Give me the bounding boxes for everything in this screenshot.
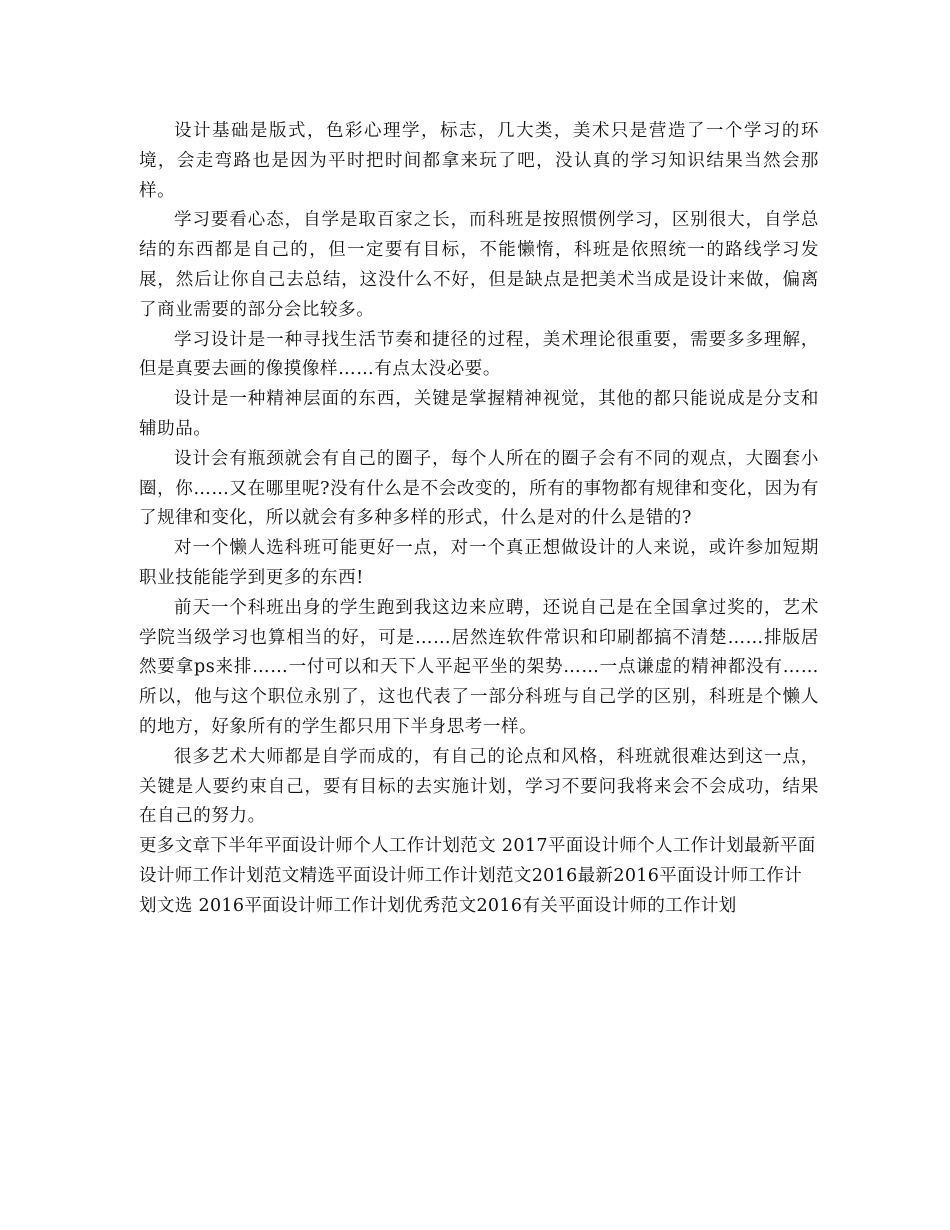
paragraph-2: 学习要看心态，自学是取百家之长，而科班是按照惯例学习，区别很大，自学总结的东西都是自己的，但一定要有目标，不能懒惰，科班是依照统一的路线学习发展，然后让你自己去总结，这没什么不好，但是缺点是把美术当成是设计来做，偏离了商业需要的部分会比较多。 — [139, 210, 819, 320]
paragraph-3: 学习设计是一种寻找生活节奏和捷径的过程，美术理论很重要，需要多多理解，但是真要去画的像摸像样……有点太没必要。 — [139, 329, 819, 380]
paragraph-1: 设计基础是版式，色彩心理学，标志，几大类，美术只是营造了一个学习的环境，会走弯路也是因为平时把时间都拿来玩了吧，没认真的学习知识结果当然会那样。 — [139, 121, 819, 201]
paragraph-6: 对一个懒人选科班可能更好一点，对一个真正想做设计的人来说，或许参加短期职业技能能学到更多的东西! — [139, 538, 819, 588]
document-body — [139, 117, 819, 922]
paragraph-5: 设计会有瓶颈就会有自己的圈子，每个人所在的圈子会有不同的观点，大圈套小圈，你……又在哪里呢?没有什么是不会改变的，所有的事物都有规律和变化，因为有了规律和变化，所以就会有多种多样的形式，什么是对的什么是错的? — [139, 448, 819, 529]
paragraph-7: 前天一个科班出身的学生跑到我这边来应聘，还说自己是在全国拿过奖的，艺术学院当级学习也算相当的好，可是……居然连软件常识和印刷都搞不清楚……排版居然要拿ps来排……一付可以和天下人平起平坐的架势……一点谦虚的精神都没有……所以，他与这个职位永别了，这也代表了一部分科班与自己学的区别，科班是个懒人的地方，好象所有的学生都只用下半身思考一样。 — [139, 597, 819, 737]
paragraph-4: 设计是一种精神层面的东西，关键是掌握精神视觉，其他的都只能说成是分支和辅助品。 — [139, 389, 819, 439]
paragraph-8: 很多艺术大师都是自学而成的，有自己的论点和风格，科班就很难达到这一点，关键是人要约束自己，要有目标的去实施计划，学习不要问我将来会不会成功，结果在自己的努力。 — [139, 746, 819, 827]
related-articles-footer: 更多文章下半年平面设计师个人工作计划范文 2017平面设计师个人工作计划最新平面设计师工作计划范文精选平面设计师工作计划范文2016最新2016平面设计师工作计划文选 2016平面设计师工作计划优秀范文2016有关平面设计师的工作计划 — [139, 836, 816, 916]
